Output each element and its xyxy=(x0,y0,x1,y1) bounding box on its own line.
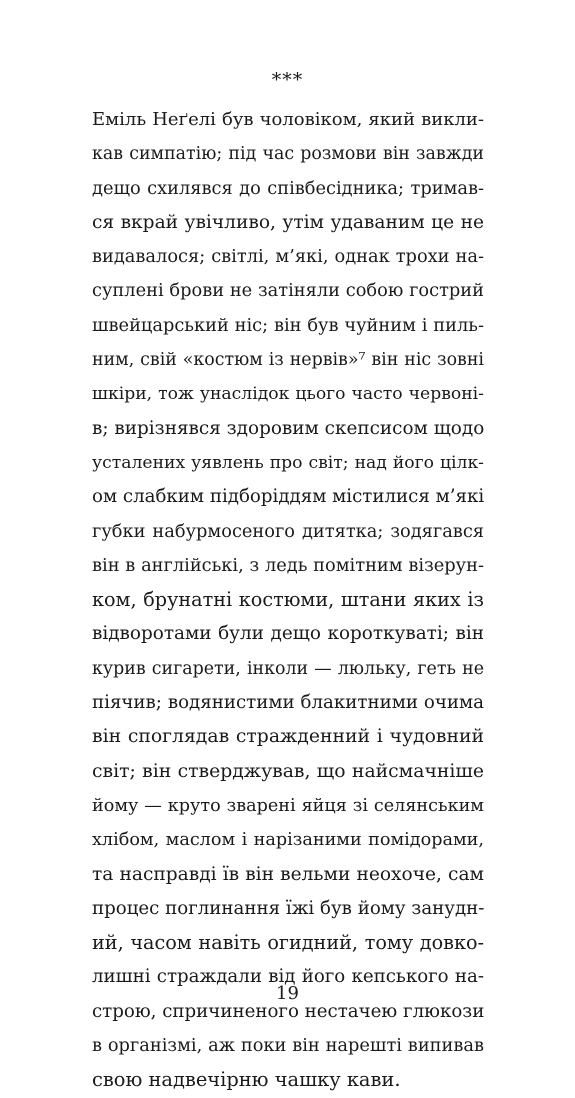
text-line: ий, часом навіть огидний, тому довко- xyxy=(92,931,484,955)
text-line: Еміль Неґелі був чоловіком, який викли- xyxy=(92,109,484,130)
text-line: відворотами були дещо короткуваті; він xyxy=(92,623,484,645)
text-line: в організмі, аж поки він нарешті випивав xyxy=(92,1035,484,1057)
text-line: процес поглинання їжі був йому занудн- xyxy=(92,897,485,919)
text-line: хлібом, маслом і нарізаними помідорами, xyxy=(92,830,484,851)
text-line: він в англійські, з ледь помітним візерун- xyxy=(92,554,484,576)
text-line: ся вкрай увічливо, утім удаваним це не xyxy=(92,211,484,233)
text-line-last: свою надвечірню чашку кави. xyxy=(92,1068,401,1092)
text-line: курив сигарети, інколи — люльку, геть не xyxy=(92,658,484,679)
text-line: він споглядав стражденний і чудовний xyxy=(92,726,484,748)
text-line: усталених уявлень про світ; над його цілк- xyxy=(92,452,484,473)
text-line: ком, брунатні костюми, штани яких із xyxy=(92,588,484,612)
text-line: ом слабким підборіддям містилися м’які xyxy=(92,486,485,508)
page-number: 19 xyxy=(276,983,299,1004)
section-separator: *** xyxy=(271,69,304,91)
paragraph xyxy=(92,103,484,1098)
text-line: та насправді їв він вельми неохоче, сам xyxy=(92,863,484,885)
text-line: швейцарський ніс; він був чуйним і пиль- xyxy=(92,314,484,336)
text-line: видавалося; світлі, м’які, однак трохи на- xyxy=(92,246,484,268)
text-line: шкіри, тож унаслідок цього часто червоні- xyxy=(92,384,484,405)
text-line: ним, свій «костюм із нервів»⁷ він ніс зовні xyxy=(92,350,484,371)
text-line: світ; він стверджував, що найсмачніше xyxy=(92,760,484,782)
text-line: йому — круто зварені яйця зі селянським xyxy=(92,795,484,816)
text-line: дещо схилявся до співбесідника; тримав- xyxy=(92,177,484,199)
text-line: в; вирізнявся здоровим скепсисом щодо xyxy=(92,417,485,439)
text-line: губки набурмосеного дитятка; зодягався xyxy=(92,520,484,542)
text-line: суплені брови не затіняли собою гострий xyxy=(92,280,484,302)
text-line: лишні страждали від його кепського на- xyxy=(92,966,484,988)
text-line: піячив; водянистими блакитними очима xyxy=(92,692,484,714)
text-line: строю, спричиненого нестачею глюкози xyxy=(92,1000,485,1022)
text-line: кав симпатію; під час розмови він завжди xyxy=(92,144,484,165)
